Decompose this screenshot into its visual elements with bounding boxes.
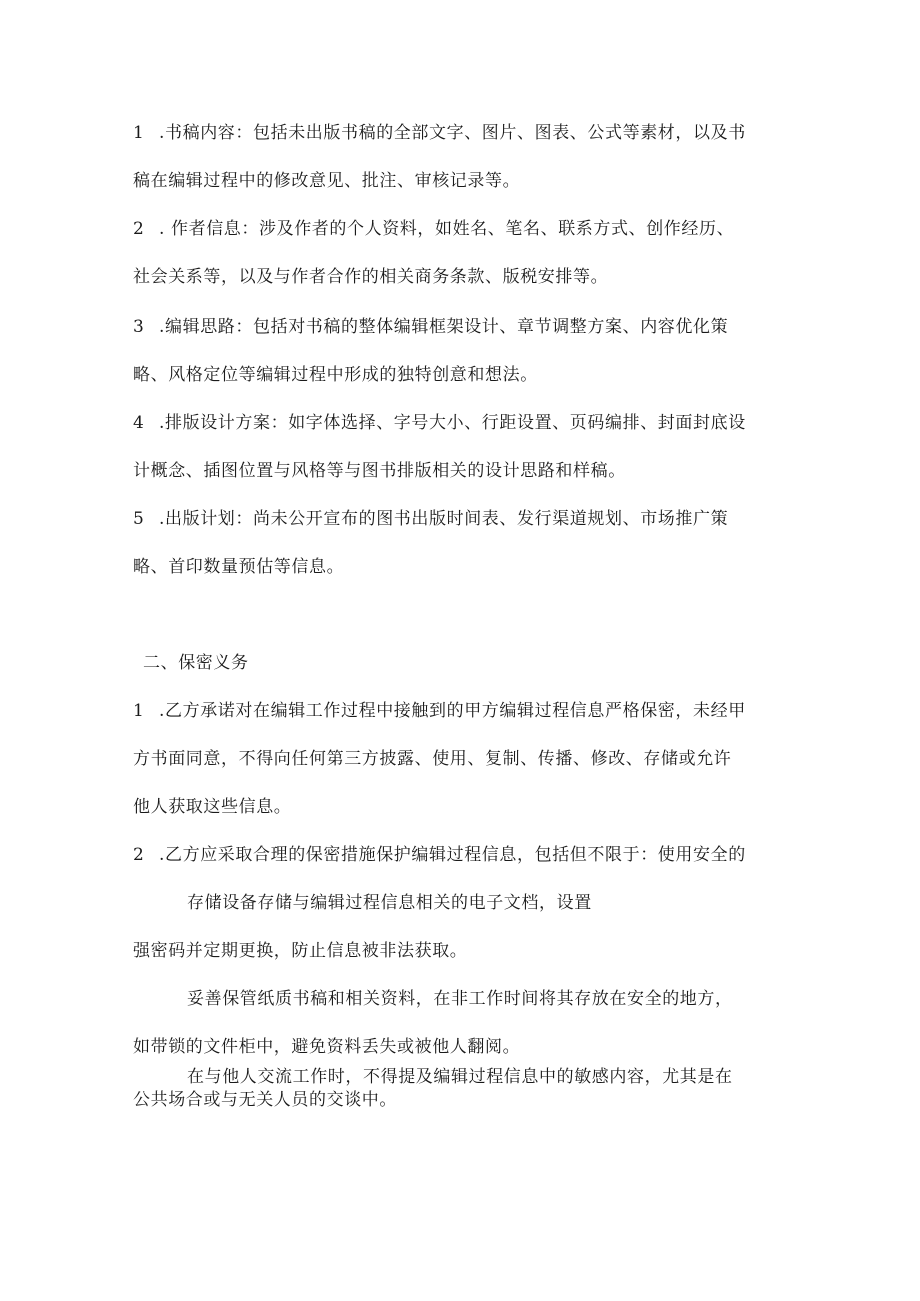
item-text: .出版计划：尚未公开宣布的图书出版时间表、发行渠道规划、市场推广策 <box>159 509 729 529</box>
item-1-line-1 <box>133 122 793 144</box>
section-heading: 二、保密义务 <box>143 653 249 673</box>
item-5-line-2: 略、首印数量预估等信息。 <box>133 557 345 577</box>
item-2-line-1 <box>133 218 793 240</box>
item-text: .排版设计方案：如字体选择、字号大小、行距设置、页码编排、封面封底设 <box>159 413 746 433</box>
item-1-line-2: 稿在编辑过程中的修改意见、批注、审核记录等。 <box>133 171 521 191</box>
item-4-line-1 <box>133 412 793 434</box>
item-number: 1 <box>133 123 145 143</box>
measure-c-line-1: 在与他人交流工作时，不得提及编辑过程信息中的敏感内容，尤其是在 <box>187 1067 733 1087</box>
item-3-line-1 <box>133 316 793 338</box>
item-number: 2 <box>133 219 145 239</box>
obligation-2-line-1 <box>133 844 793 866</box>
item-text: .书稿内容：包括未出版书稿的全部文字、图片、图表、公式等素材，以及书 <box>159 123 746 143</box>
item-number: 4 <box>133 413 145 433</box>
item-text: .乙方承诺对在编辑工作过程中接触到的甲方编辑过程信息严格保密，未经甲 <box>159 701 746 721</box>
item-number: 2 <box>133 845 145 865</box>
item-number: 3 <box>133 317 145 337</box>
item-2-line-2: 社会关系等，以及与作者合作的相关商务条款、版税安排等。 <box>133 267 609 287</box>
item-5-line-1 <box>133 508 793 530</box>
measure-a-line-2: 强密码并定期更换，防止信息被非法获取。 <box>133 941 468 961</box>
item-number: 1 <box>133 701 145 721</box>
item-3-line-2: 略、风格定位等编辑过程中形成的独特创意和想法。 <box>133 365 538 385</box>
item-4-line-2: 计概念、插图位置与风格等与图书排版相关的设计思路和样稿。 <box>133 461 626 481</box>
measure-b-line-1: 妥善保管纸质书稿和相关资料，在非工作时间将其存放在安全的地方， <box>187 989 733 1009</box>
measure-a-line-1: 存储设备存储与编辑过程信息相关的电子文档，设置 <box>187 893 592 913</box>
measure-c-line-2: 公共场合或与无关人员的交谈中。 <box>133 1090 397 1110</box>
item-text: . 作者信息：涉及作者的个人资料，如姓名、笔名、联系方式、创作经历、 <box>159 219 735 239</box>
item-text: .编辑思路：包括对书稿的整体编辑框架设计、章节调整方案、内容优化策 <box>159 317 729 337</box>
item-text: .乙方应采取合理的保密措施保护编辑过程信息，包括但不限于：使用安全的 <box>159 845 746 865</box>
obligation-1-line-3: 他人获取这些信息。 <box>133 797 292 817</box>
measure-b-line-2: 如带锁的文件柜中，避免资料丢失或被他人翻阅。 <box>133 1037 521 1057</box>
obligation-1-line-2: 方书面同意，不得向任何第三方披露、使用、复制、传播、修改、存储或允许 <box>133 749 732 769</box>
item-number: 5 <box>133 509 145 529</box>
obligation-1-line-1 <box>133 700 793 722</box>
